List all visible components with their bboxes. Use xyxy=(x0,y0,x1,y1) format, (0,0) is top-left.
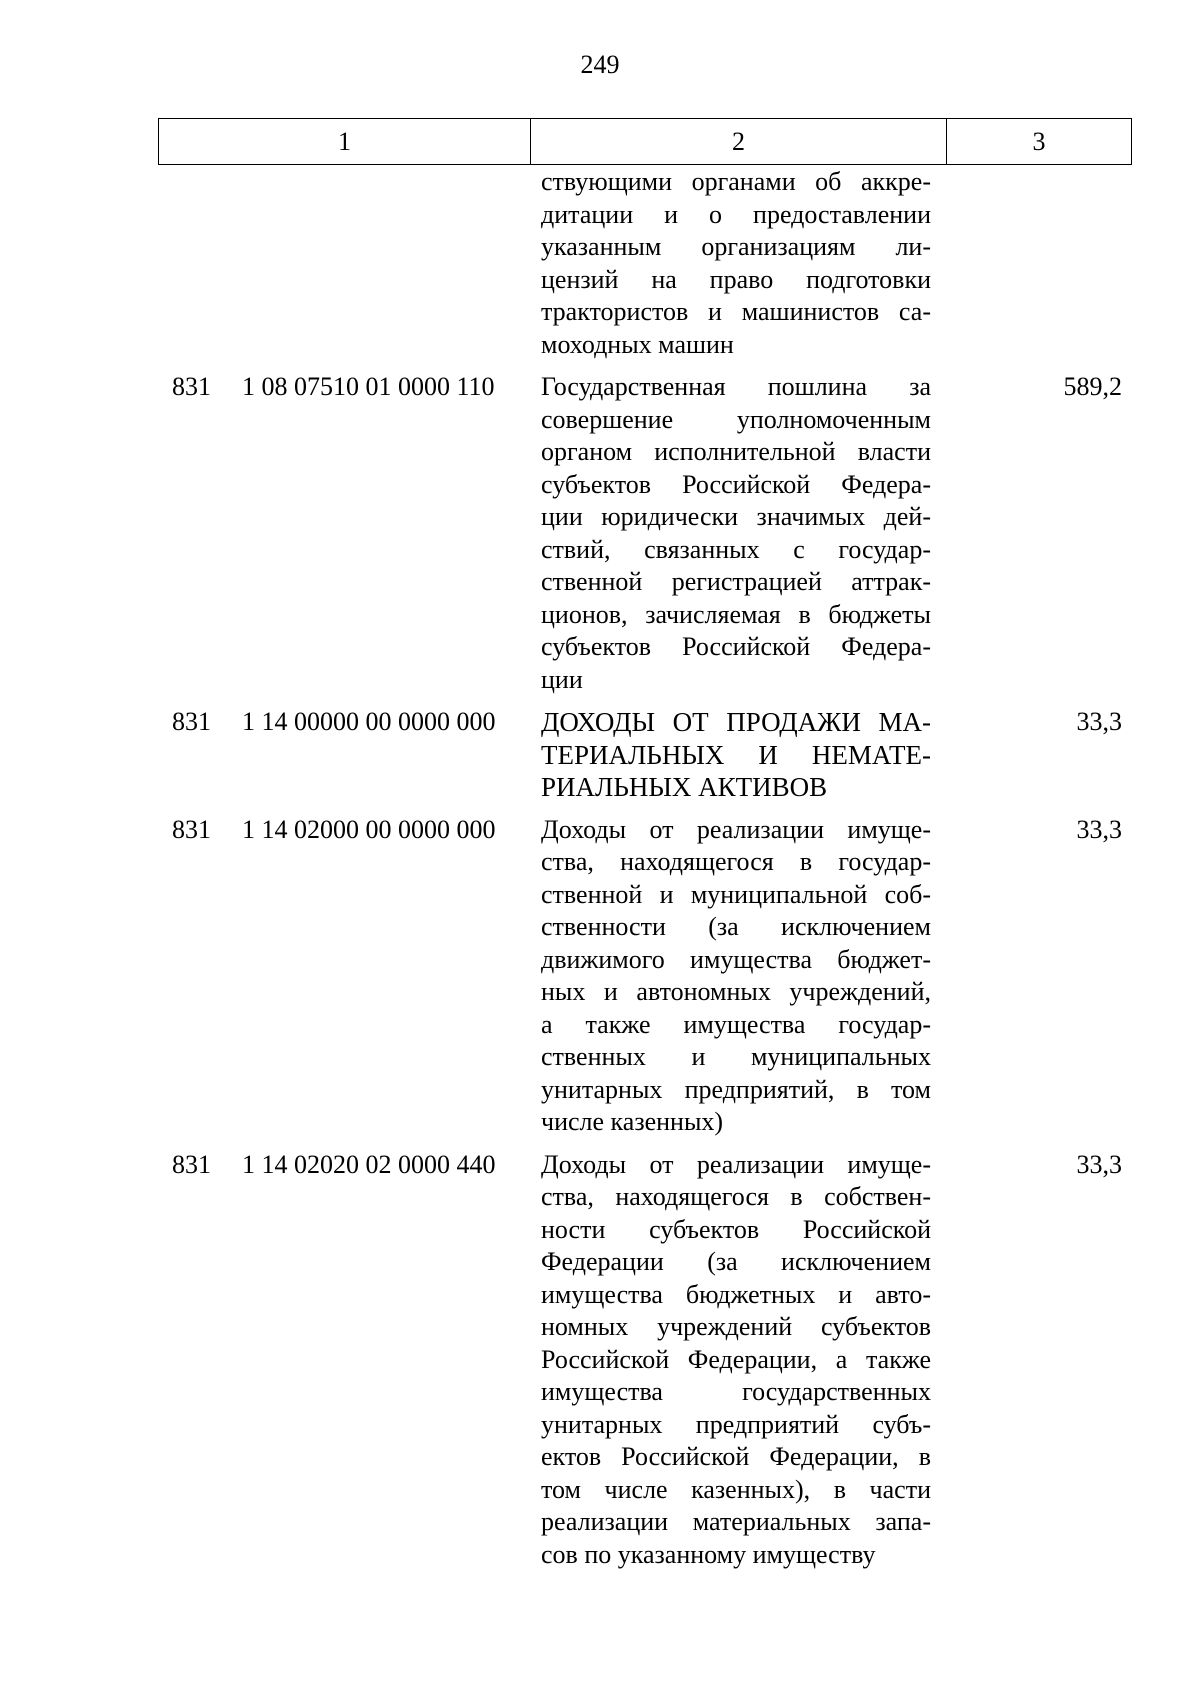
description-line: ТЕРИАЛЬНЫХ И НЕМАТЕ- xyxy=(541,739,931,770)
amount-value: 33,3 xyxy=(1076,707,1122,736)
table-row xyxy=(158,1149,1132,1572)
table-row xyxy=(158,706,1132,804)
description-line: реализации материальных запа- xyxy=(541,1507,931,1536)
description-line: Российской Федерации, а также xyxy=(541,1344,931,1374)
description-line: имущества государственных xyxy=(541,1377,931,1406)
description-line: ствующими органами об аккре- xyxy=(541,167,931,196)
header-cell-2: 2 xyxy=(531,119,947,164)
table-header xyxy=(158,118,1132,165)
amount-value: 33,3 xyxy=(1076,814,1122,844)
description-line: ственной и муниципальной соб- xyxy=(541,879,931,909)
description-line: номных учреждений субъектов xyxy=(541,1312,931,1341)
description-line: дитации и о предоставлении xyxy=(541,199,931,229)
revenue-code: 1 08 07510 01 0000 110 xyxy=(242,372,495,401)
table-row xyxy=(158,814,1132,1139)
description-line: унитарных предприятий, в том xyxy=(541,1074,931,1104)
description-line: субъектов Российской Федера- xyxy=(541,469,931,499)
revenue-code: 1 14 00000 00 0000 000 xyxy=(242,707,496,736)
row-description xyxy=(541,371,931,696)
row-description xyxy=(541,166,931,361)
page-number: 249 xyxy=(580,50,620,79)
description-line: Государственная пошлина за xyxy=(541,372,931,401)
description-line: ции xyxy=(541,664,583,694)
description-line: органом исполнительной власти xyxy=(541,437,931,466)
revenue-code: 1 14 02020 02 0000 440 xyxy=(242,1149,496,1179)
admin-code: 831 xyxy=(172,814,211,844)
description-line: цензий на право подготовки xyxy=(541,264,931,294)
description-line: имущества бюджетных и авто- xyxy=(541,1279,931,1309)
description-line: Федерации (за исключением xyxy=(541,1247,931,1276)
description-line: ственной регистрацией аттрак- xyxy=(541,567,931,596)
amount-value: 33,3 xyxy=(1076,1149,1122,1179)
description-line: Доходы от реализации имуще- xyxy=(541,814,931,844)
table-row xyxy=(158,166,1132,361)
description-line: сов по указанному имуществу xyxy=(541,1539,876,1569)
description-line: ных и автономных учреждений, xyxy=(541,977,931,1006)
amount-value: 589,2 xyxy=(1063,372,1122,401)
description-line: моходных машин xyxy=(541,329,734,359)
revenue-code: 1 14 02000 00 0000 000 xyxy=(242,814,496,844)
admin-code: 831 xyxy=(172,707,211,736)
description-line: Доходы от реализации имуще- xyxy=(541,1149,931,1179)
row-description xyxy=(541,1149,931,1572)
description-line: унитарных предприятий субъ- xyxy=(541,1409,931,1439)
table-body xyxy=(158,166,1132,1571)
description-line: ствий, связанных с государ- xyxy=(541,534,931,564)
row-description xyxy=(541,706,931,804)
description-line: ции юридически значимых дей- xyxy=(541,502,931,531)
row-description xyxy=(541,814,931,1139)
description-line: движимого имущества бюджет- xyxy=(541,944,931,974)
admin-code: 831 xyxy=(172,372,211,401)
description-line: ционов, зачисляемая в бюджеты xyxy=(541,599,931,629)
description-line: ДОХОДЫ ОТ ПРОДАЖИ МА- xyxy=(541,707,931,737)
description-line: а также имущества государ- xyxy=(541,1009,931,1039)
description-line: числе казенных) xyxy=(541,1107,724,1136)
description-line: указанным организациям ли- xyxy=(541,232,931,261)
description-line: субъектов Российской Федера- xyxy=(541,632,931,661)
description-line: РИАЛЬНЫХ АКТИВОВ xyxy=(541,772,828,802)
description-line: ства, находящегося в собствен- xyxy=(541,1182,931,1211)
description-line: том числе казенных), в части xyxy=(541,1474,931,1504)
description-line: ственных и муниципальных xyxy=(541,1042,931,1071)
description-line: ности субъектов Российской xyxy=(541,1214,931,1244)
description-line: ектов Российской Федерации, в xyxy=(541,1442,931,1471)
header-cell-3: 3 xyxy=(1032,126,1046,156)
header-cell-1: 1 xyxy=(159,119,531,164)
description-line: совершение уполномоченным xyxy=(541,404,931,434)
description-line: ственности (за исключением xyxy=(541,912,931,941)
description-line: ства, находящегося в государ- xyxy=(541,847,931,876)
description-line: трактористов и машинистов са- xyxy=(541,297,931,326)
admin-code: 831 xyxy=(172,1149,211,1179)
table-row xyxy=(158,371,1132,696)
